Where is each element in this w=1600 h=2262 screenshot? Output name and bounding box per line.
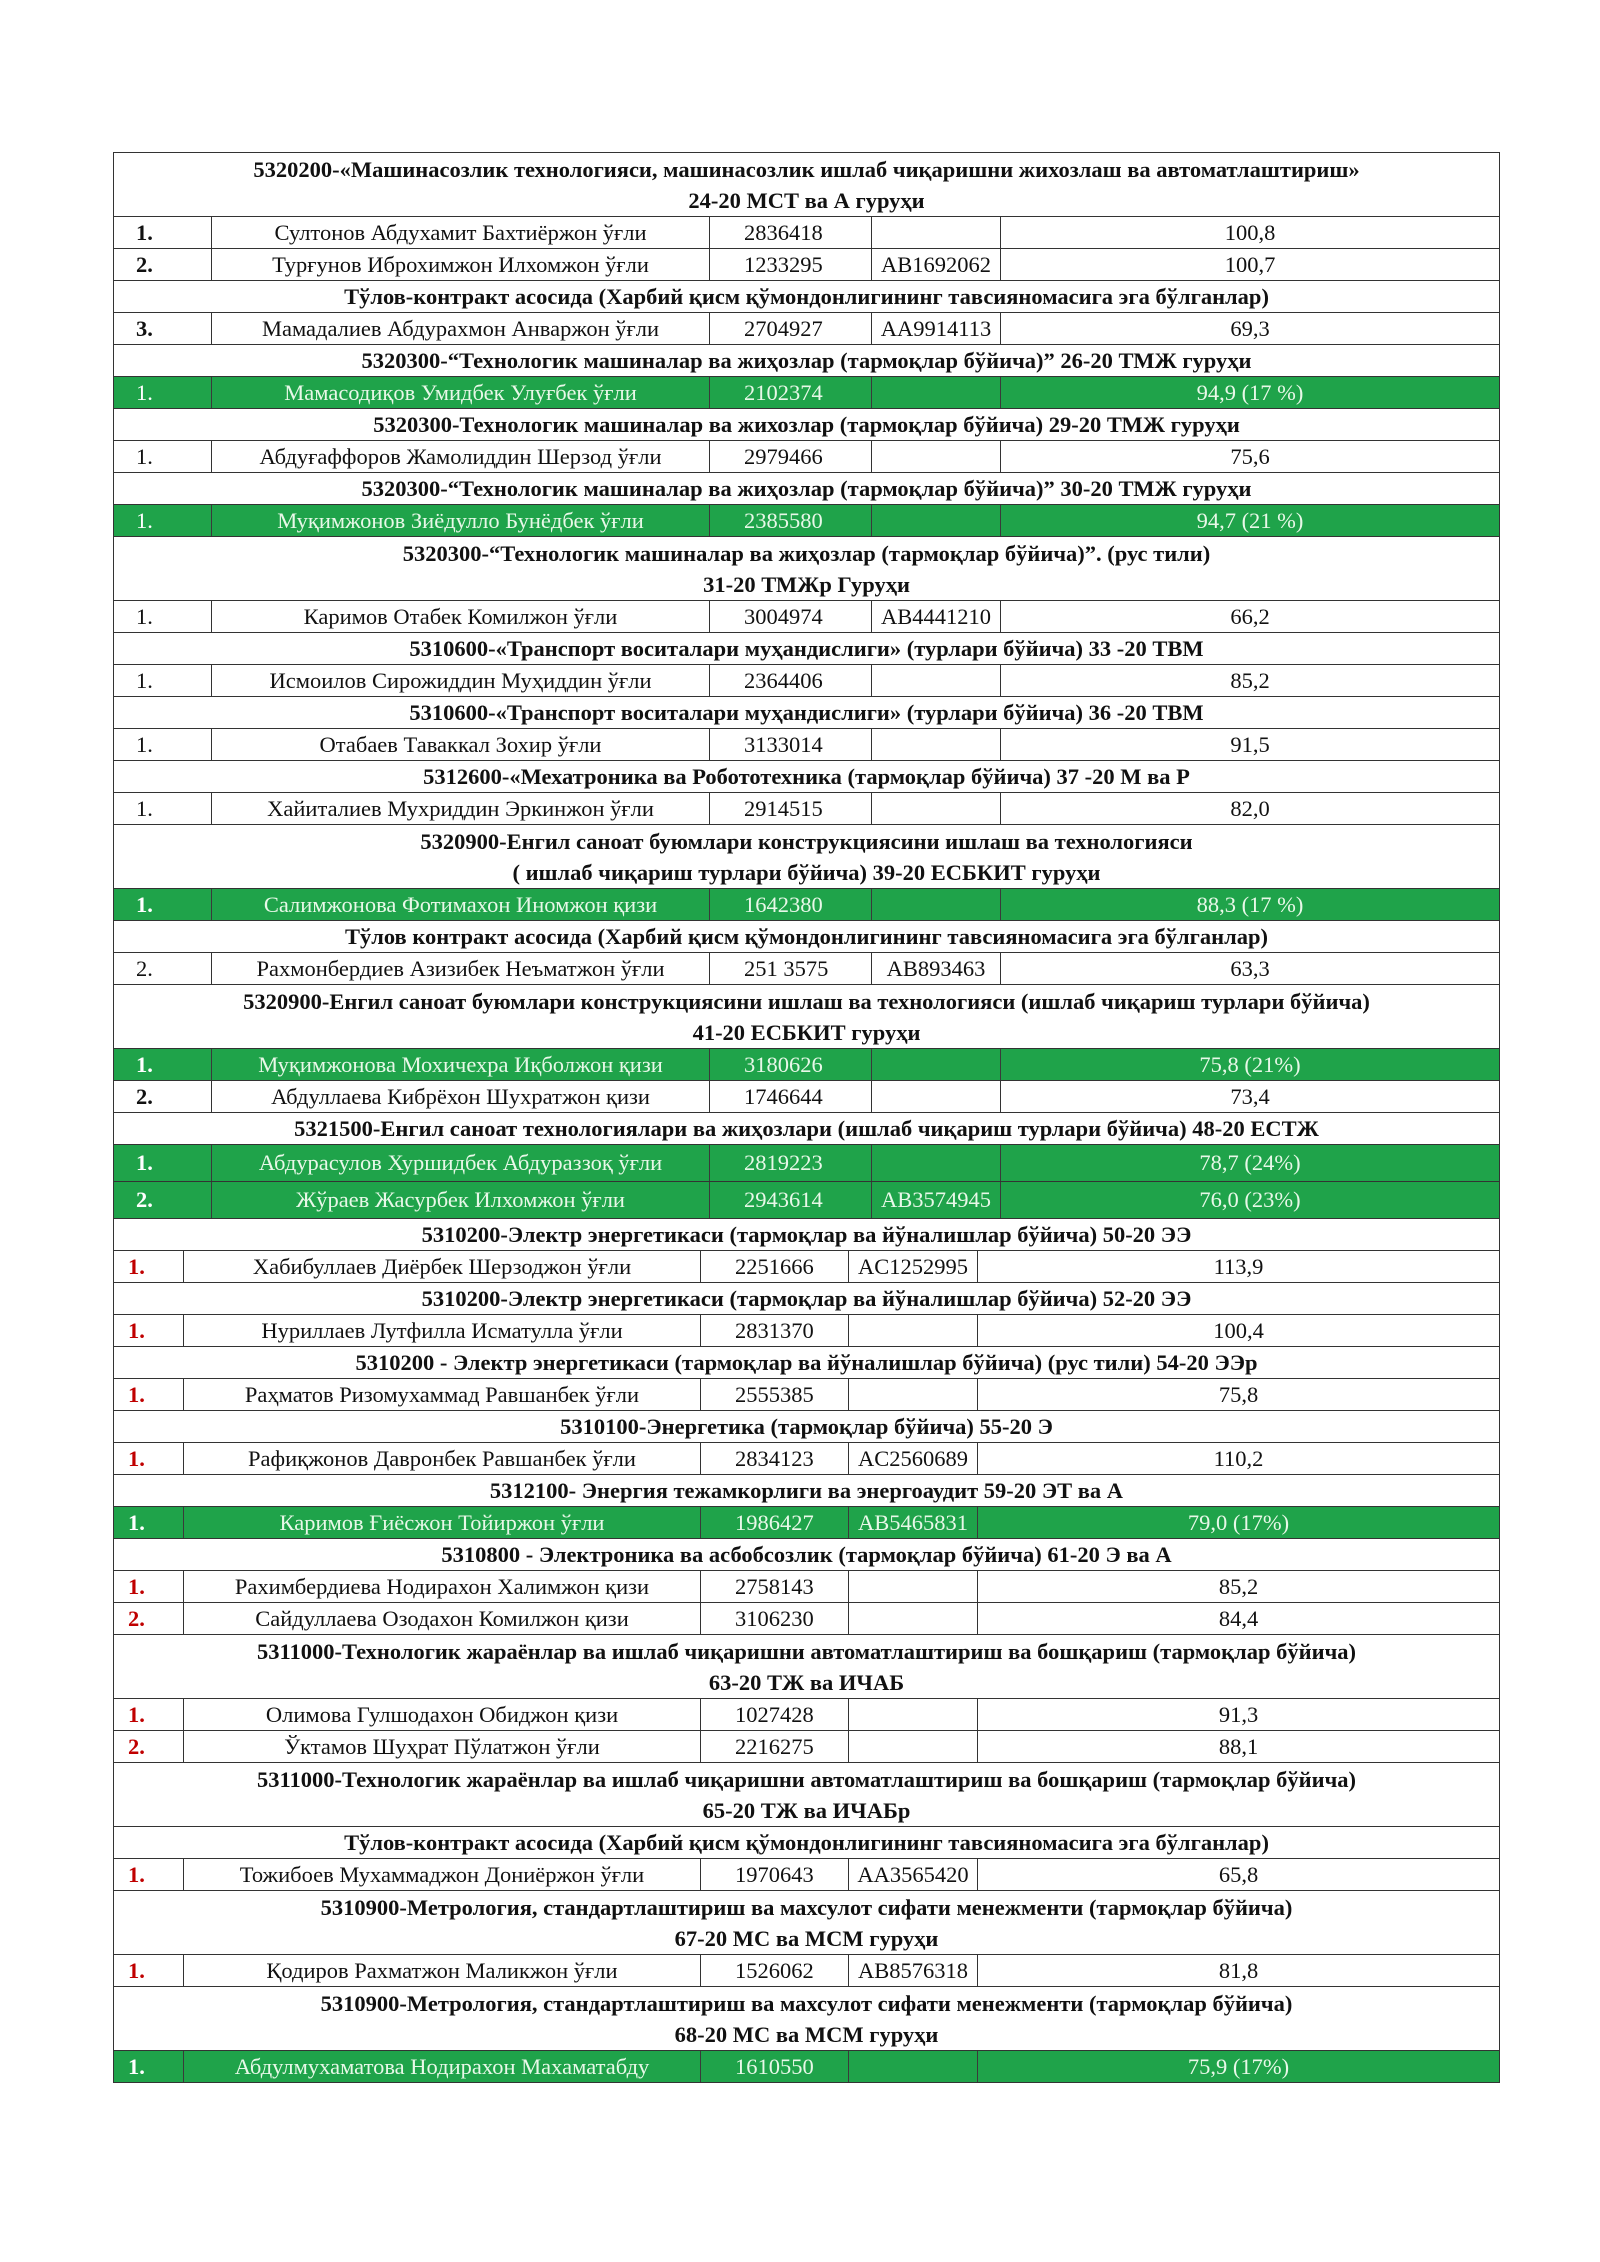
- student-score: 94,9 (17 %): [1196, 379, 1304, 405]
- group-header-line: 67-20 МС ва МСМ гуруҳи: [674, 1925, 939, 1951]
- passport-number: [872, 729, 1001, 760]
- student-score: 94,7 (21 %): [1196, 507, 1304, 533]
- group-header: [113, 281, 1500, 313]
- group-header: [113, 1539, 1500, 1571]
- group-header: [113, 409, 1500, 441]
- group-header: [113, 473, 1500, 505]
- group-header-line: ( ишлаб чиқариш турлари бўйича) 39-20 ЕСБКИТ гуруҳи: [512, 859, 1101, 885]
- group-header-line: 5320300-“Технологик машиналар ва жиҳозлар (тармоқлар бўйича)” 26-20 ТМЖ гуруҳи: [361, 348, 1252, 373]
- student-id: 2251666: [701, 1251, 849, 1282]
- student-score: 100,4: [1213, 1317, 1264, 1343]
- student-id: 2102374: [710, 377, 872, 408]
- student-id: 1526062: [701, 1955, 849, 1986]
- student-name: Турғунов Иброхимжон Илхомжон ўғли: [212, 249, 710, 280]
- student-row: [113, 1955, 1500, 1987]
- row-number: 1.: [114, 601, 212, 632]
- student-name: Ўктамов Шуҳрат Пўлатжон ўғли: [184, 1731, 701, 1762]
- student-name: Муқимжонова Мохичехра Иқболжон қизи: [212, 1049, 710, 1080]
- student-id: 1610550: [701, 2051, 849, 2082]
- student-id: 3133014: [710, 729, 872, 760]
- student-row: [113, 1049, 1500, 1081]
- student-id: 2758143: [701, 1571, 849, 1602]
- student-row: [113, 2051, 1500, 2083]
- student-id: 2364406: [710, 665, 872, 696]
- student-id: 2836418: [710, 217, 872, 248]
- student-score: 63,3: [1230, 955, 1270, 981]
- group-header-line: 5311000-Технологик жараёнлар ва ишлаб чиқаришни автоматлаштириш ва бошқариш (тармоқлар бўйича): [256, 1638, 1357, 1664]
- student-row: [113, 1315, 1500, 1347]
- student-row: [113, 729, 1500, 761]
- student-row: [113, 1507, 1500, 1539]
- student-name: Хайиталиев Мухриддин Эркинжон ўғли: [212, 793, 710, 824]
- student-id: 2943614: [710, 1182, 872, 1218]
- passport-number: [872, 1049, 1001, 1080]
- group-header: [113, 921, 1500, 953]
- passport-number: [849, 1603, 978, 1634]
- group-header: [113, 761, 1500, 793]
- passport-number: AA9914113: [872, 313, 1001, 344]
- row-number: 1.: [114, 1955, 184, 1986]
- group-header-line: Тўлов-контракт асосида (Харбий қисм қўмондонлигининг тавсияномасига эга бўлганлар): [344, 1830, 1269, 1855]
- row-number: 1.: [114, 441, 212, 472]
- row-number: 1.: [114, 1145, 212, 1181]
- student-id: 251 3575: [710, 953, 872, 984]
- student-name: Нуриллаев Лутфилла Исматулла ўғли: [184, 1315, 701, 1346]
- student-id: 1233295: [710, 249, 872, 280]
- group-header-line: 5310900-Метрология, стандартлаштириш ва махсулот сифати менежменти (тармоқлар бўйича): [320, 1990, 1293, 2016]
- group-header-line: 5312600-«Мехатроника ва Робототехника (тармоқлар бўйича) 37 -20 М ва Р: [423, 764, 1190, 789]
- group-header-line: 5310200-Электр энергетикаси (тармоқлар ва йўналишлар бўйича) 52-20 ЭЭ: [421, 1286, 1192, 1311]
- group-header-line: 5310200 - Электр энергетикаси (тармоқлар ва йўналишлар бўйича) (рус тили) 54-20 ЭЭр: [355, 1350, 1258, 1375]
- passport-number: [849, 1315, 978, 1346]
- row-number: 2.: [114, 1182, 212, 1218]
- student-row: [113, 1571, 1500, 1603]
- student-row: [113, 441, 1500, 473]
- group-header: [113, 1891, 1500, 1955]
- row-number: 1.: [114, 1699, 184, 1730]
- student-row: [113, 217, 1500, 249]
- group-header-line: Тўлов контракт асосида (Харбий қисм қўмондонлигининг тавсияномасига эга бўлганлар): [344, 924, 1268, 949]
- passport-number: [872, 665, 1001, 696]
- student-name: Рахмонбердиев Азизибек Неъматжон ўғли: [212, 953, 710, 984]
- group-header: [113, 1347, 1500, 1379]
- student-id: 2914515: [710, 793, 872, 824]
- row-number: 1.: [114, 1315, 184, 1346]
- group-header-line: 5320300-“Технологик машиналар ва жиҳозлар (тармоқлар бўйича)” 30-20 ТМЖ гуруҳи: [361, 476, 1252, 501]
- group-header-line: 63-20 ТЖ ва ИЧАБ: [708, 1669, 905, 1695]
- row-number: 1.: [114, 1379, 184, 1410]
- student-id: 2385580: [710, 505, 872, 536]
- group-header-line: 5312100- Энергия тежамкорлиги ва энергоаудит 59-20 ЭТ ва А: [489, 1478, 1124, 1503]
- student-score: 69,3: [1230, 315, 1270, 341]
- row-number: 1.: [114, 1507, 184, 1538]
- student-name: Абдурасулов Хуршидбек Абдураззоқ ўғли: [212, 1145, 710, 1181]
- passport-number: AC2560689: [849, 1443, 978, 1474]
- student-score: 78,7 (24%): [1199, 1150, 1301, 1175]
- passport-number: [872, 1081, 1001, 1112]
- passport-number: [872, 1145, 1001, 1181]
- student-id: 3106230: [701, 1603, 849, 1634]
- student-row: [113, 889, 1500, 921]
- student-score: 100,8: [1224, 219, 1276, 245]
- student-name: Олимова Гулшодахон Обиджон қизи: [184, 1699, 701, 1730]
- student-name: Султонов Абдухамит Бахтиёржон ўғли: [212, 217, 710, 248]
- student-score: 79,0 (17%): [1187, 1509, 1290, 1535]
- group-header: [113, 1283, 1500, 1315]
- passport-number: AA3565420: [849, 1859, 978, 1890]
- student-id: 1970643: [701, 1859, 849, 1890]
- row-number: 1.: [114, 1443, 184, 1474]
- row-number: 2.: [114, 249, 212, 280]
- student-id: 2555385: [701, 1379, 849, 1410]
- student-score: 85,2: [1230, 667, 1270, 693]
- row-number: 1.: [114, 793, 212, 824]
- passport-number: [872, 441, 1001, 472]
- student-name: Исмоилов Сирожиддин Муҳиддин ўғли: [212, 665, 710, 696]
- passport-number: AB8576318: [849, 1955, 978, 1986]
- student-score: 82,0: [1230, 795, 1270, 821]
- student-row: [113, 249, 1500, 281]
- student-score: 65,8: [1218, 1861, 1259, 1887]
- student-score: 75,8 (21%): [1199, 1051, 1301, 1077]
- group-header-line: 5310100-Энергетика (тармоқлар бўйича) 55-20 Э: [560, 1414, 1053, 1439]
- group-header: [113, 1987, 1500, 2051]
- student-name: Тожибоев Мухаммаджон Дониёржон ўғли: [184, 1859, 701, 1890]
- student-name: Мамадалиев Абдурахмон Анваржон ўғли: [212, 313, 710, 344]
- student-score: 91,5: [1230, 731, 1270, 757]
- row-number: 2.: [114, 1603, 184, 1634]
- group-header: [113, 985, 1500, 1049]
- student-score: 91,3: [1218, 1701, 1259, 1727]
- row-number: 1.: [114, 729, 212, 760]
- group-header: [113, 1219, 1500, 1251]
- group-header-line: 5311000-Технологик жараёнлар ва ишлаб чиқаришни автоматлаштириш ва бошқариш (тармоқлар бўйича): [256, 1766, 1357, 1792]
- student-row: [113, 1731, 1500, 1763]
- group-header-line: 41-20 ЕСБКИТ гуруҳи: [692, 1019, 921, 1045]
- group-header: [113, 1827, 1500, 1859]
- student-score: 85,2: [1218, 1573, 1259, 1599]
- student-name: Мамасодиқов Умидбек Улуғбек ўғли: [212, 377, 710, 408]
- student-row: [113, 601, 1500, 633]
- group-header: [113, 633, 1500, 665]
- student-id: 3004974: [710, 601, 872, 632]
- student-id: 1986427: [701, 1507, 849, 1538]
- student-id: 2819223: [710, 1145, 872, 1181]
- group-header: [113, 537, 1500, 601]
- passport-number: [849, 1571, 978, 1602]
- group-header-line: 5321500-Енгил саноат технологиялари ва жиҳозлари (ишлаб чиқариш турлари бўйича) 48-20 ЕСТЖ: [294, 1116, 1319, 1141]
- student-name: Рафиқжонов Давронбек Равшанбек ўғли: [184, 1443, 701, 1474]
- student-row: [113, 665, 1500, 697]
- student-id: 3180626: [710, 1049, 872, 1080]
- group-header-line: 5310600-«Транспорт воситалари муҳандислиги» (турлари бўйича) 33 -20 ТВМ: [409, 636, 1204, 661]
- passport-number: AC1252995: [849, 1251, 978, 1282]
- student-id: 2216275: [701, 1731, 849, 1762]
- student-score: 88,1: [1218, 1733, 1259, 1759]
- student-row: [113, 953, 1500, 985]
- group-header: [113, 153, 1500, 217]
- group-header: [113, 1113, 1500, 1145]
- row-number: 1.: [114, 217, 212, 248]
- admission-list-table: [113, 152, 1500, 2083]
- passport-number: [849, 1379, 978, 1410]
- row-number: 2.: [114, 1731, 184, 1762]
- student-name: Раҳматов Ризомухаммад Равшанбек ўғли: [184, 1379, 701, 1410]
- student-name: Каримов Ғиёсжон Тойиржон ўғли: [184, 1507, 701, 1538]
- student-row: [113, 1081, 1500, 1113]
- passport-number: AB1692062: [872, 249, 1001, 280]
- group-header: [113, 1763, 1500, 1827]
- row-number: 1.: [114, 505, 212, 536]
- group-header-line: 5320300-“Технологик машиналар ва жиҳозлар (тармоқлар бўйича)”. (рус тили): [402, 540, 1211, 566]
- student-id: 1027428: [701, 1699, 849, 1730]
- group-header: [113, 1635, 1500, 1699]
- student-score: 113,9: [1213, 1253, 1264, 1279]
- student-score: 84,4: [1218, 1605, 1259, 1631]
- passport-number: [872, 889, 1001, 920]
- student-row: [113, 1603, 1500, 1635]
- student-id: 1642380: [710, 889, 872, 920]
- group-header-line: 5320900-Енгил саноат буюмлари конструкциясини ишлаш ва технологияси: [420, 828, 1193, 854]
- student-name: Каримов Отабек Комилжон ўғли: [212, 601, 710, 632]
- passport-number: AB3574945: [872, 1182, 1001, 1218]
- student-row: [113, 1251, 1500, 1283]
- student-score: 73,4: [1230, 1083, 1270, 1109]
- group-header: [113, 1475, 1500, 1507]
- row-number: 2.: [114, 1081, 212, 1112]
- student-row: [113, 1859, 1500, 1891]
- row-number: 1.: [114, 665, 212, 696]
- group-header-line: 24-20 МСТ ва А гуруҳи: [688, 187, 925, 213]
- student-score: 75,8: [1218, 1381, 1259, 1407]
- group-header-line: 5310800 - Электроника ва асбобсозлик (тармоқлар бўйича) 61-20 Э ва А: [441, 1542, 1172, 1567]
- row-number: 1.: [114, 1859, 184, 1890]
- group-header-line: 5310200-Электр энергетикаси (тармоқлар ва йўналишлар бўйича) 50-20 ЭЭ: [421, 1222, 1192, 1247]
- student-score: 75,9 (17%): [1187, 2053, 1290, 2079]
- row-number: 1.: [114, 377, 212, 408]
- student-name: Салимжонова Фотимахон Иномжон қизи: [212, 889, 710, 920]
- student-name: Сайдуллаева Озодахон Комилжон қизи: [184, 1603, 701, 1634]
- group-header-line: 5310600-«Транспорт воситалари муҳандислиги» (турлари бўйича) 36 -20 ТВМ: [409, 700, 1204, 725]
- student-name: Хабибуллаев Диёрбек Шерзоджон ўғли: [184, 1251, 701, 1282]
- group-header-line: 5310900-Метрология, стандартлаштириш ва махсулот сифати менежменти (тармоқлар бўйича): [320, 1894, 1293, 1920]
- student-score: 76,0 (23%): [1199, 1187, 1301, 1212]
- student-score: 100,7: [1224, 251, 1276, 277]
- student-row: [113, 1145, 1500, 1182]
- row-number: 1.: [114, 1571, 184, 1602]
- passport-number: AB5465831: [849, 1507, 978, 1538]
- student-name: Абдуллаева Кибрёхон Шухратжон қизи: [212, 1081, 710, 1112]
- student-score: 66,2: [1230, 603, 1270, 629]
- student-name: Жўраев Жасурбек Илхомжон ўғли: [212, 1182, 710, 1218]
- passport-number: [872, 217, 1001, 248]
- student-name: Рахимбердиева Нодирахон Халимжон қизи: [184, 1571, 701, 1602]
- row-number: 1.: [114, 1251, 184, 1282]
- student-row: [113, 1379, 1500, 1411]
- student-id: 1746644: [710, 1081, 872, 1112]
- passport-number: [849, 1731, 978, 1762]
- passport-number: AB4441210: [872, 601, 1001, 632]
- student-name: Абдуғаффоров Жамолиддин Шерзод ўғли: [212, 441, 710, 472]
- group-header-line: Тўлов-контракт асосида (Харбий қисм қўмондонлигининг тавсияномасига эга бўлганлар): [344, 284, 1269, 309]
- student-score: 110,2: [1213, 1445, 1264, 1471]
- group-header-line: 5320900-Енгил саноат буюмлари конструкциясини ишлаш ва технологияси (ишлаб чиқариш турлари бўйича): [243, 988, 1370, 1014]
- group-header-line: 31-20 ТМЖр Гуруҳи: [703, 571, 910, 597]
- group-header-line: 68-20 МС ва МСМ гуруҳи: [674, 2021, 939, 2047]
- student-name: Отабаев Таваккал Зохир ўғли: [212, 729, 710, 760]
- passport-number: [872, 377, 1001, 408]
- group-header: [113, 345, 1500, 377]
- student-name: Абдулмухаматова Нодирахон Махаматабду: [184, 2051, 701, 2082]
- group-header-line: 5320200-«Машинасозлик технологияси, машинасозлик ишлаб чиқаришни жихозлаш ва автоматлаштириш»: [253, 156, 1360, 182]
- row-number: 1.: [114, 1049, 212, 1080]
- row-number: 2.: [114, 953, 212, 984]
- student-score: 75,6: [1230, 443, 1270, 469]
- group-header: [113, 825, 1500, 889]
- row-number: 1.: [114, 889, 212, 920]
- student-row: [113, 793, 1500, 825]
- student-id: 2834123: [701, 1443, 849, 1474]
- student-row: [113, 313, 1500, 345]
- student-row: [113, 377, 1500, 409]
- passport-number: [849, 2051, 978, 2082]
- passport-number: [849, 1699, 978, 1730]
- student-name: Қодиров Рахматжон Маликжон ўғли: [184, 1955, 701, 1986]
- student-row: [113, 1699, 1500, 1731]
- student-id: 2979466: [710, 441, 872, 472]
- row-number: 1.: [114, 2051, 184, 2082]
- student-row: [113, 1182, 1500, 1219]
- passport-number: [872, 793, 1001, 824]
- student-row: [113, 505, 1500, 537]
- student-score: 88,3 (17 %): [1196, 891, 1304, 917]
- passport-number: AB893463: [872, 953, 1001, 984]
- student-name: Муқимжонов Зиёдулло Бунёдбек ўғли: [212, 505, 710, 536]
- row-number: 3.: [114, 313, 212, 344]
- student-id: 2704927: [710, 313, 872, 344]
- group-header: [113, 697, 1500, 729]
- student-score: 81,8: [1218, 1957, 1259, 1983]
- group-header: [113, 1411, 1500, 1443]
- student-row: [113, 1443, 1500, 1475]
- group-header-line: 65-20 ТЖ ва ИЧАБр: [702, 1797, 911, 1823]
- group-header-line: 5320300-Технологик машиналар ва жихозлар (тармоқлар бўйича) 29-20 ТМЖ гуруҳи: [373, 412, 1240, 437]
- student-id: 2831370: [701, 1315, 849, 1346]
- passport-number: [872, 505, 1001, 536]
